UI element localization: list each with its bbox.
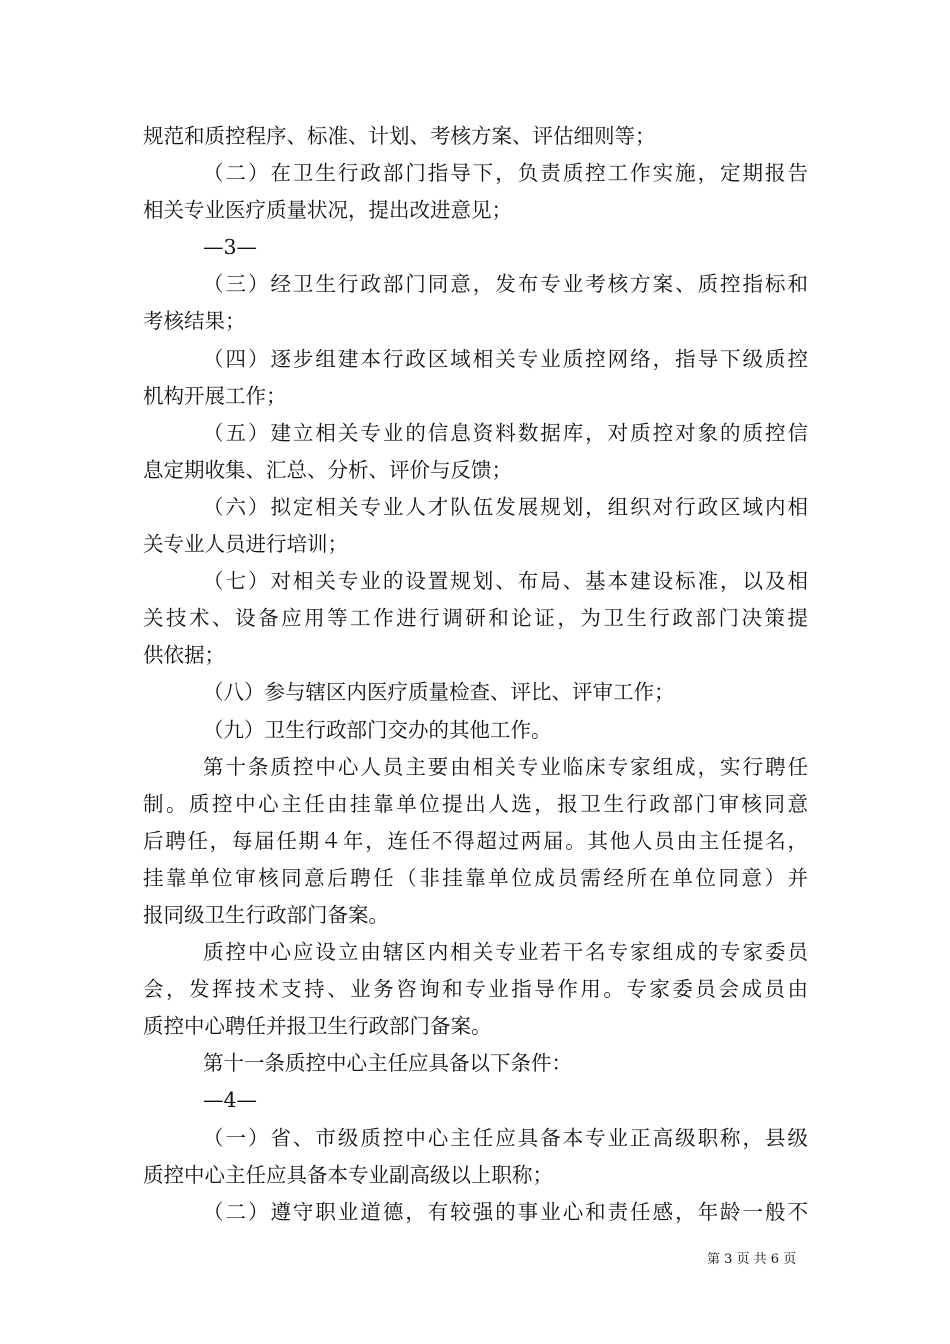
text-line: 报同级卫生行政部门备案。: [143, 902, 389, 927]
text-line: 第十一条质控中心主任应具备以下条件：: [203, 1051, 572, 1076]
text-line: （五）建立相关专业的信息资料数据库，对质控对象的质控信: [203, 420, 808, 445]
text-line: 制。质控中心主任由挂靠单位提出人选，报卫生行政部门审核同意: [143, 791, 808, 816]
text-line: 机构开展工作；: [143, 383, 287, 408]
text-line: 质控中心主任应具备本专业副高级以上职称；: [143, 1162, 553, 1187]
text-line: （九）卫生行政部门交办的其他工作。: [203, 717, 552, 742]
text-line: 关技术、设备应用等工作进行调研和论证，为卫生行政部门决策提: [143, 606, 808, 631]
text-line: （二）遵守职业道德，有较强的事业心和责任感，年龄一般不: [203, 1199, 808, 1224]
text-line: 息定期收集、汇总、分析、评价与反馈；: [143, 457, 512, 482]
text-line: （八）参与辖区内医疗质量检查、评比、评审工作；: [203, 680, 675, 705]
text-line: 质控中心聘任并报卫生行政部门备案。: [143, 1014, 492, 1039]
text-line: 质控中心应设立由辖区内相关专业若干名专家组成的专家委员: [203, 940, 808, 965]
text-line: （三）经卫生行政部门同意，发布专业考核方案、质控指标和: [203, 272, 808, 297]
text-line: 挂靠单位审核同意后聘任（非挂靠单位成员需经所在单位同意）并: [143, 865, 808, 890]
text-line: 相关专业医疗质量状况，提出改进意见；: [143, 198, 512, 223]
text-line: 规范和质控程序、标准、计划、考核方案、评估细则等；: [143, 124, 656, 148]
text-line: （六）拟定相关专业人才队伍发展规划，组织对行政区域内相: [203, 494, 808, 519]
text-line: 考核结果；: [143, 309, 246, 334]
text-line: 会，发挥技术支持、业务咨询和专业指导作用。专家委员会成员由: [143, 977, 808, 1002]
document-body: [143, 118, 808, 1231]
text-line: 第十条质控中心人员主要由相关专业临床专家组成，实行聘任: [203, 754, 808, 779]
page-number-footer: 第 3 页 共 6 页: [707, 1252, 797, 1267]
text-line: （一）省、市级质控中心主任应具备本专业正高级职称，县级: [203, 1125, 808, 1150]
text-line: 后聘任，每届任期４年，连任不得超过两届。其他人员由主任提名，: [143, 828, 808, 853]
text-line: （七）对相关专业的设置规划、布局、基本建设标准，以及相: [203, 569, 808, 594]
text-line: （二）在卫生行政部门指导下，负责质控工作实施，定期报告: [203, 161, 808, 186]
text-line: 供依据；: [143, 643, 225, 668]
page-separator: —4—: [203, 1088, 258, 1113]
text-line: （四）逐步组建本行政区域相关专业质控网络，指导下级质控: [203, 346, 808, 371]
text-line: 关专业人员进行培训；: [143, 532, 348, 557]
page-separator: —3—: [203, 235, 258, 260]
